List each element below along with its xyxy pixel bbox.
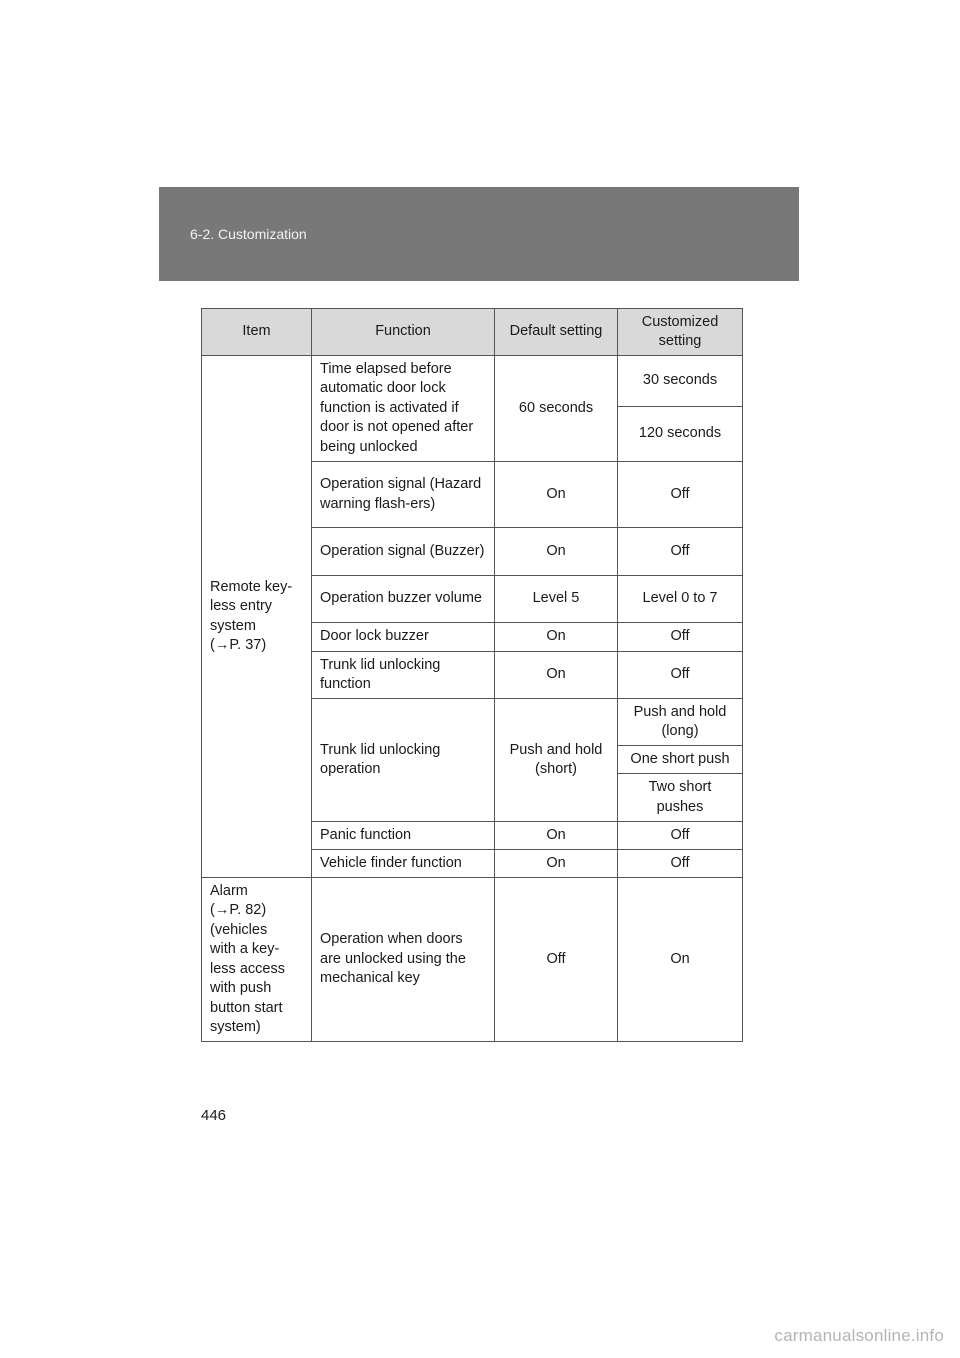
- function-cell: Operation signal (Hazard warning flash-ers): [312, 462, 495, 528]
- item-line: Alarm: [210, 882, 248, 899]
- customized-cell: One short push: [618, 746, 743, 774]
- customized-cell: On: [618, 878, 743, 1042]
- customized-cell: Off: [618, 822, 743, 850]
- function-cell: Trunk lid unlocking function: [312, 652, 495, 699]
- default-cell: Push and hold (short): [495, 699, 618, 822]
- function-cell: Door lock buzzer: [312, 623, 495, 652]
- item-line: Remote key-: [210, 578, 293, 595]
- section-header-band: [159, 187, 799, 281]
- item-line: with a key-: [210, 941, 280, 957]
- default-cell: Level 5: [495, 576, 618, 623]
- item-line: less access: [210, 960, 285, 977]
- function-cell: Vehicle finder function: [312, 850, 495, 878]
- customized-cell: Level 0 to 7: [618, 576, 743, 623]
- customized-cell: Off: [618, 528, 743, 576]
- item-line: (→P. 37): [210, 637, 267, 653]
- item-cell-alarm: [202, 878, 312, 1042]
- item-cell-remote-keyless: [202, 356, 312, 878]
- item-line: with push: [210, 980, 272, 996]
- customized-cell: 30 seconds: [618, 356, 743, 407]
- default-cell: On: [495, 652, 618, 699]
- customized-cell: 120 seconds: [618, 407, 743, 462]
- default-cell: On: [495, 850, 618, 878]
- watermark-text: carmanualsonline.info: [774, 1326, 944, 1345]
- default-cell: On: [495, 822, 618, 850]
- customized-cell: Off: [618, 462, 743, 528]
- item-line: button start: [210, 999, 283, 1016]
- function-cell: Operation signal (Buzzer): [312, 528, 495, 576]
- item-line: system: [210, 617, 256, 634]
- function-cell: Time elapsed before automatic door lock function is activated if door is not opened after being unlocked: [312, 356, 495, 462]
- customized-cell: Two short pushes: [618, 774, 743, 822]
- customization-table: [201, 308, 743, 1042]
- function-cell: Panic function: [312, 822, 495, 850]
- function-cell: Operation buzzer volume: [312, 576, 495, 623]
- function-cell: Operation when doors are unlocked using the mechanical key: [312, 878, 495, 1042]
- customized-cell: Push and hold (long): [618, 699, 743, 746]
- item-line: (vehicles: [210, 921, 268, 938]
- column-header-function: Function: [312, 309, 495, 356]
- item-line: (→P. 82): [210, 902, 267, 918]
- customized-cell: Off: [618, 623, 743, 652]
- item-line: system): [210, 1019, 261, 1035]
- default-cell: Off: [495, 878, 618, 1042]
- function-cell: Trunk lid unlocking operation: [312, 699, 495, 822]
- default-cell: 60 seconds: [495, 356, 618, 462]
- customized-cell: Off: [618, 652, 743, 699]
- default-cell: On: [495, 623, 618, 652]
- table-row: [202, 878, 743, 1042]
- column-header-item: Item: [202, 309, 312, 356]
- page-number: 446: [201, 1107, 227, 1124]
- customized-cell: Off: [618, 850, 743, 878]
- default-cell: On: [495, 528, 618, 576]
- section-title: 6-2. Customization: [190, 226, 307, 242]
- item-line: less entry: [210, 598, 273, 614]
- column-header-default: Default setting: [495, 309, 618, 356]
- table-row: [202, 356, 743, 407]
- default-cell: On: [495, 462, 618, 528]
- table-header-row: [202, 309, 743, 356]
- column-header-customized: Customized setting: [618, 309, 743, 356]
